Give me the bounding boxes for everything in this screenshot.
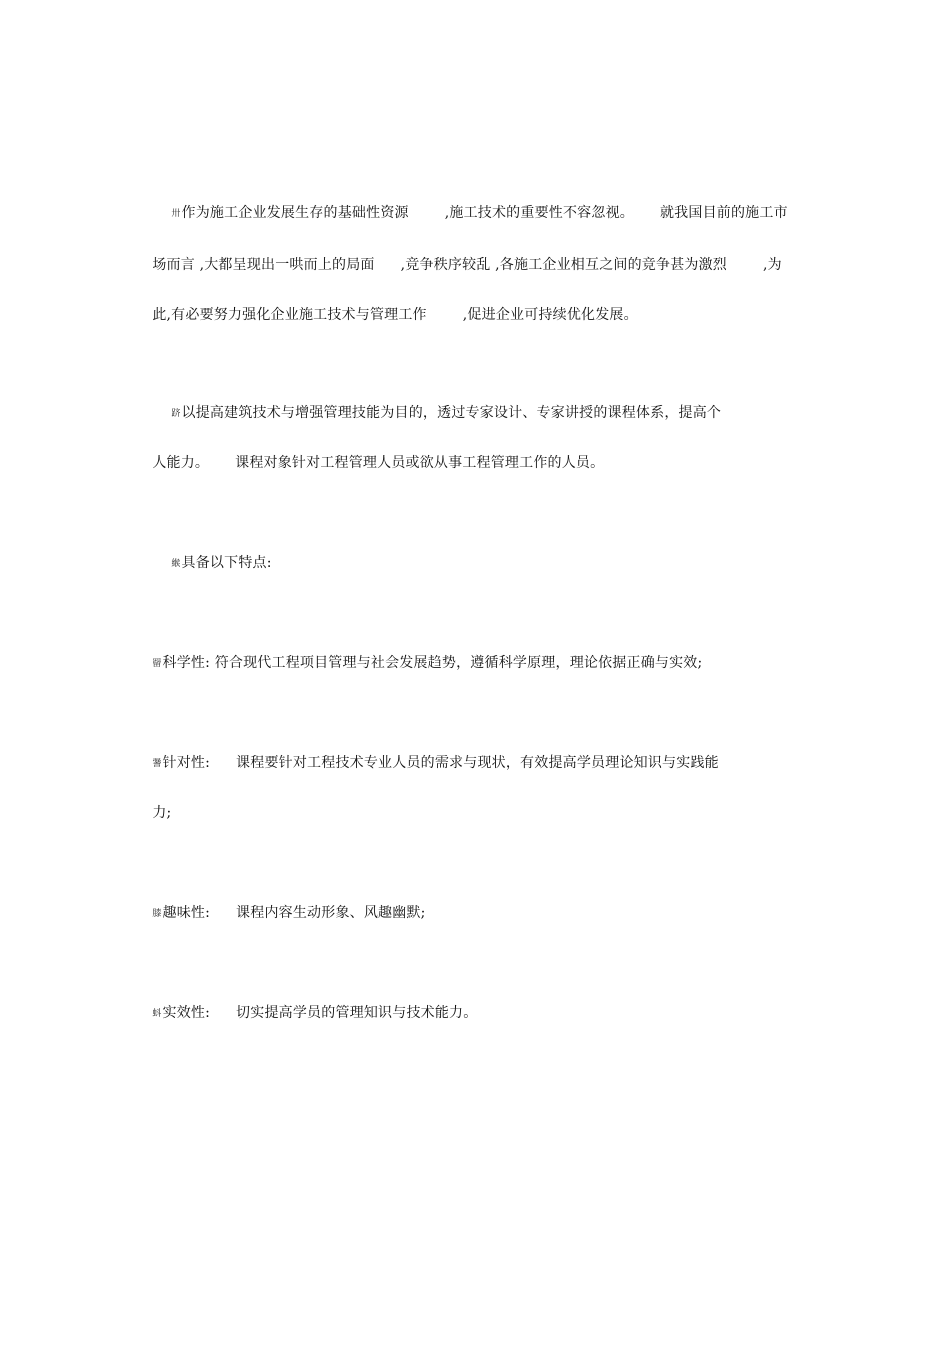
feature-interest bbox=[143, 883, 426, 924]
garbled-marker: 膝 bbox=[152, 909, 162, 919]
text-segment: 人能力。 bbox=[152, 455, 210, 471]
feature-targeted-cont bbox=[143, 783, 171, 823]
text-segment: 场而言 bbox=[152, 257, 195, 273]
feature-text: 符合现代工程项目管理与社会发展趋势，遵循科学原理，理论依据正确与实效; bbox=[214, 655, 703, 671]
feature-text: 力; bbox=[152, 805, 172, 821]
purpose-line-1 bbox=[162, 383, 721, 424]
garbled-marker: 蚪 bbox=[152, 1009, 162, 1019]
feature-label: 趣味性: bbox=[162, 905, 211, 921]
text-segment: 以提高建筑技术与增强管理技能为目的，透过专家设计、专家讲授的课程体系，提高个 bbox=[181, 405, 722, 421]
feature-effective bbox=[143, 983, 477, 1024]
intro-line-1 bbox=[162, 183, 788, 224]
text-segment: 作为施工企业发展生存的基础性资源 bbox=[181, 205, 409, 221]
feature-targeted bbox=[143, 733, 719, 774]
garbled-marker: 卅 bbox=[171, 209, 181, 219]
text-segment: ,大都呈现出一哄而上的局面 bbox=[199, 257, 375, 273]
text-segment: ,促进企业可持续优化发展。 bbox=[462, 307, 638, 323]
intro-line-2 bbox=[143, 235, 782, 275]
text-segment: 就我国目前的施工市 bbox=[659, 205, 788, 221]
feature-text: 课程内容生动形象、风趣幽默; bbox=[236, 905, 426, 921]
purpose-line-2 bbox=[143, 433, 604, 473]
feature-label: 针对性: bbox=[162, 755, 211, 771]
intro-line-3 bbox=[143, 285, 638, 325]
feature-label: 实效性: bbox=[162, 1005, 211, 1021]
garbled-marker: 跻 bbox=[171, 409, 181, 419]
text-segment: 课程对象针对工程管理人员或欲从事工程管理工作的人员。 bbox=[235, 455, 605, 471]
text-segment: ,各施工企业相互之间的竞争甚为激烈 bbox=[495, 257, 728, 273]
feature-label: 科学性: bbox=[162, 655, 211, 671]
text-segment: ,为 bbox=[763, 257, 782, 273]
garbled-marker: 罶 bbox=[152, 659, 162, 669]
feature-text: 课程要针对工程技术专业人员的需求与现状，有效提高学员理论知识与实践能 bbox=[236, 755, 719, 771]
text-segment: ,施工技术的重要性不容忽视。 bbox=[444, 205, 634, 221]
features-intro bbox=[162, 533, 272, 574]
text-segment: 此,有必要努力强化企业施工技术与管理工作 bbox=[152, 307, 427, 323]
garbled-marker: 謽 bbox=[152, 759, 162, 769]
text-segment: 具备以下特点: bbox=[181, 555, 272, 571]
garbled-marker: 緱 bbox=[171, 559, 181, 569]
text-segment: ,竞争秩序较乱 bbox=[400, 257, 491, 273]
feature-text: 切实提高学员的管理知识与技术能力。 bbox=[236, 1005, 478, 1021]
feature-science bbox=[143, 633, 702, 674]
